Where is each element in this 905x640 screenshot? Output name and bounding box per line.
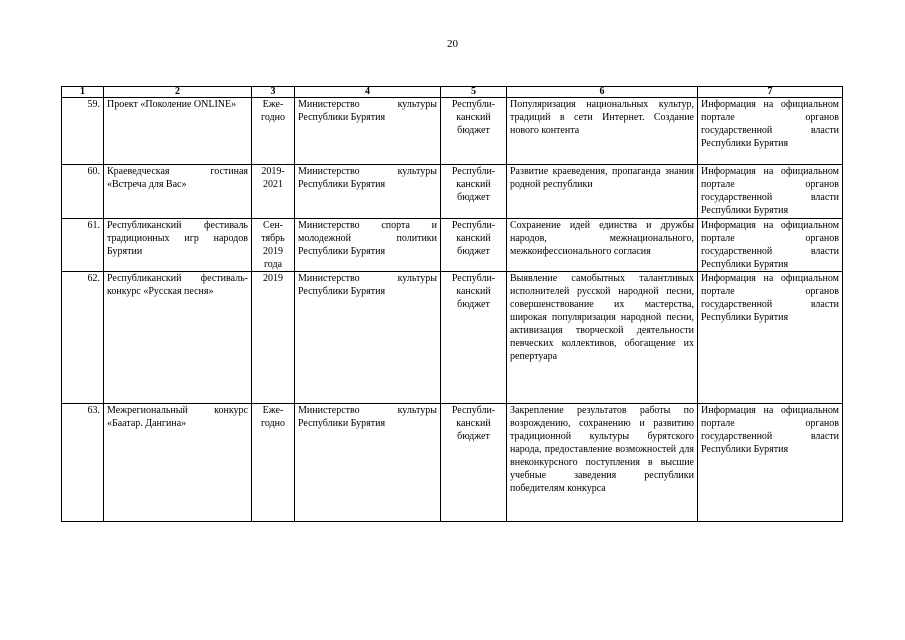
event-goal: Закрепление результатов работы по возрождению, сохранению и развитию традиционной культуры бурятского народа, предоставление возможностей для внеконкурсного поступления в высшие учебные заведения республики победителям конкурса — [507, 404, 698, 522]
event-executor: Министерство культуры Республики Бурятия — [295, 404, 441, 522]
event-period: 2019 — [252, 272, 295, 404]
event-info: Информация на официальном портале органов государственной власти Республики Бурятия — [698, 272, 843, 404]
table-row — [62, 404, 843, 522]
event-goal: Выявление самобытных талантливых исполнителей русской народной песни, совершенствование их мастерства, широкая популяризация народной песни, активизация творческой деятельности певческих коллективов, обогащение их репертуара — [507, 272, 698, 404]
event-name: Республиканский фестиваль-конкурс «Русская песня» — [104, 272, 252, 404]
event-info: Информация на официальном портале органов государственной власти Республики Бурятия — [698, 404, 843, 522]
event-period: Еже-годно — [252, 98, 295, 165]
table-header-row — [62, 87, 843, 98]
event-name: Межрегиональный конкурс «Баатар. Дангина» — [104, 404, 252, 522]
event-goal: Сохранение идей единства и дружбы народов, межнационального, межконфессионального согласия — [507, 219, 698, 272]
event-funding: Республи-канский бюджет — [441, 272, 507, 404]
column-header-info: 7 — [698, 87, 843, 98]
column-header-executor: 4 — [295, 87, 441, 98]
event-period: Еже-годно — [252, 404, 295, 522]
event-executor: Министерство культуры Республики Бурятия — [295, 98, 441, 165]
table-row — [62, 272, 843, 404]
table-row — [62, 98, 843, 165]
event-funding: Республи-канский бюджет — [441, 404, 507, 522]
event-funding: Республи-канский бюджет — [441, 98, 507, 165]
event-period: 2019-2021 — [252, 165, 295, 219]
event-info: Информация на официальном портале органов государственной власти Республики Бурятия — [698, 98, 843, 165]
column-header-funding: 5 — [441, 87, 507, 98]
events-plan-table — [61, 86, 843, 522]
event-funding: Республи-канский бюджет — [441, 219, 507, 272]
event-executor: Министерство культуры Республики Бурятия — [295, 165, 441, 219]
event-name: Республиканский фестиваль традиционных игр народов Бурятии — [104, 219, 252, 272]
table-row — [62, 165, 843, 219]
column-header-name: 2 — [104, 87, 252, 98]
event-executor: Министерство спорта и молодежной политики Республики Бурятия — [295, 219, 441, 272]
table-row — [62, 219, 843, 272]
event-info: Информация на официальном портале органов государственной власти Республики Бурятия — [698, 165, 843, 219]
event-executor: Министерство культуры Республики Бурятия — [295, 272, 441, 404]
row-number: 59. — [62, 98, 104, 165]
event-name: Проект «Поколение ONLINE» — [104, 98, 252, 165]
column-header-goal: 6 — [507, 87, 698, 98]
event-period: Сен-тябрь 2019 года — [252, 219, 295, 272]
row-number: 63. — [62, 404, 104, 522]
column-header-number: 1 — [62, 87, 104, 98]
event-info: Информация на официальном портале органов государственной власти Республики Бурятия — [698, 219, 843, 272]
event-goal: Развитие краеведения, пропаганда знания родной республики — [507, 165, 698, 219]
column-header-period: 3 — [252, 87, 295, 98]
row-number: 60. — [62, 165, 104, 219]
event-goal: Популяризация национальных культур, традиций в сети Интернет. Создание нового контента — [507, 98, 698, 165]
row-number: 61. — [62, 219, 104, 272]
event-name: Краеведческая гостиная «Встреча для Вас» — [104, 165, 252, 219]
row-number: 62. — [62, 272, 104, 404]
event-funding: Республи-канский бюджет — [441, 165, 507, 219]
page-number: 20 — [447, 38, 458, 50]
